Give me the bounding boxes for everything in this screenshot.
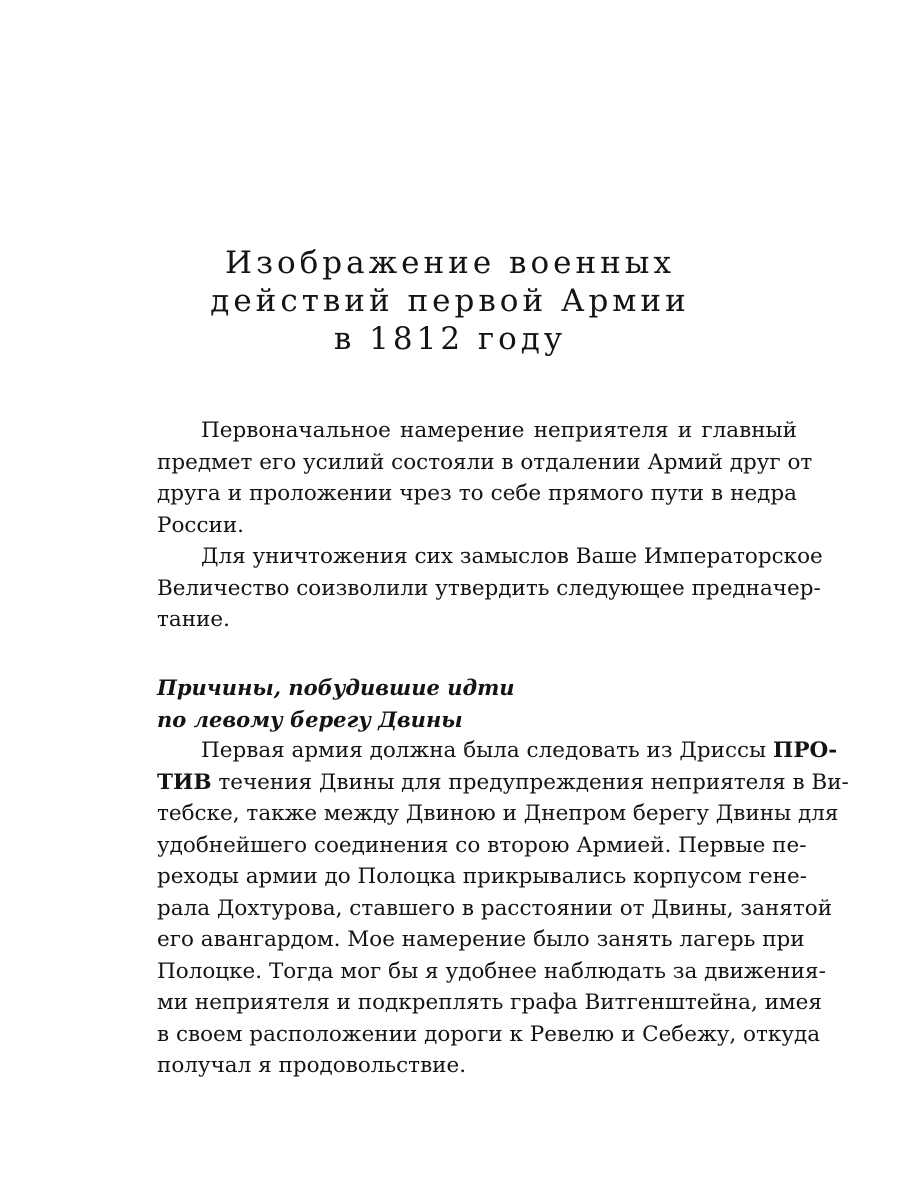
- text-line: Величество соизволили утвердить следующее предначер-: [157, 575, 821, 601]
- section-heading: [157, 672, 797, 735]
- emphasized-word: ПРО-: [773, 738, 838, 763]
- chapter-title-line: Изображение военных: [225, 245, 675, 281]
- emphasized-word: ТИВ: [157, 769, 212, 795]
- text-line: его авангардом. Мое намерение было занять лагерь при: [157, 927, 805, 952]
- paragraph-plan: [157, 541, 823, 636]
- section-heading-line: по левому берегу Двины: [157, 706, 463, 732]
- section-text-block: [157, 672, 849, 1082]
- chapter-title-line: в 1812 году: [333, 321, 567, 357]
- text-line: удобнейшего соединения со второю Армией. Первые пе-: [157, 832, 807, 858]
- paragraph-intention: [157, 415, 813, 541]
- text-line: реходы армии до Полоцка прикрывались корпусом гене-: [157, 864, 807, 889]
- text-line: [157, 767, 849, 799]
- text-line: тебске, также между Двиною и Днепром берегу Двины для: [157, 801, 839, 826]
- text-line: рала Дохтурова, ставшего в расстоянии от Двины, занятой: [157, 895, 833, 921]
- text-line: ми неприятеля и подкреплять графа Витгенштейна, имея: [157, 990, 822, 1015]
- intro-text-block: [157, 415, 823, 636]
- section-heading-line: Причины, побудившие идти: [157, 675, 515, 700]
- text-line: Первоначальное намерение неприятеля и главный: [201, 418, 797, 443]
- text-line: России.: [157, 512, 244, 538]
- text-line: получал я продовольствие.: [157, 1053, 467, 1078]
- text-run: Первая армия должна была следовать из Дриссы: [201, 738, 774, 763]
- paragraph-first-army: [157, 735, 849, 1082]
- text-line: тание.: [157, 607, 230, 632]
- text-line: друга и проложении чрез то себе прямого пути в недра: [157, 481, 797, 506]
- text-line: [157, 735, 838, 767]
- text-line: в своем расположении дороги к Ревелю и Себежу, откуда: [157, 1021, 821, 1047]
- chapter-title: [0, 244, 900, 358]
- text-line: Для уничтожения сих замыслов Ваше Императорское: [201, 544, 823, 569]
- text-run: течения Двины для предупреждения неприятеля в Ви-: [211, 769, 849, 795]
- text-line: Полоцке. Тогда мог бы я удобнее наблюдать за движения-: [157, 958, 826, 984]
- chapter-title-line: действий первой Армии: [210, 283, 690, 319]
- text-line: предмет его усилий состояли в отдалении Армий друг от: [157, 449, 813, 475]
